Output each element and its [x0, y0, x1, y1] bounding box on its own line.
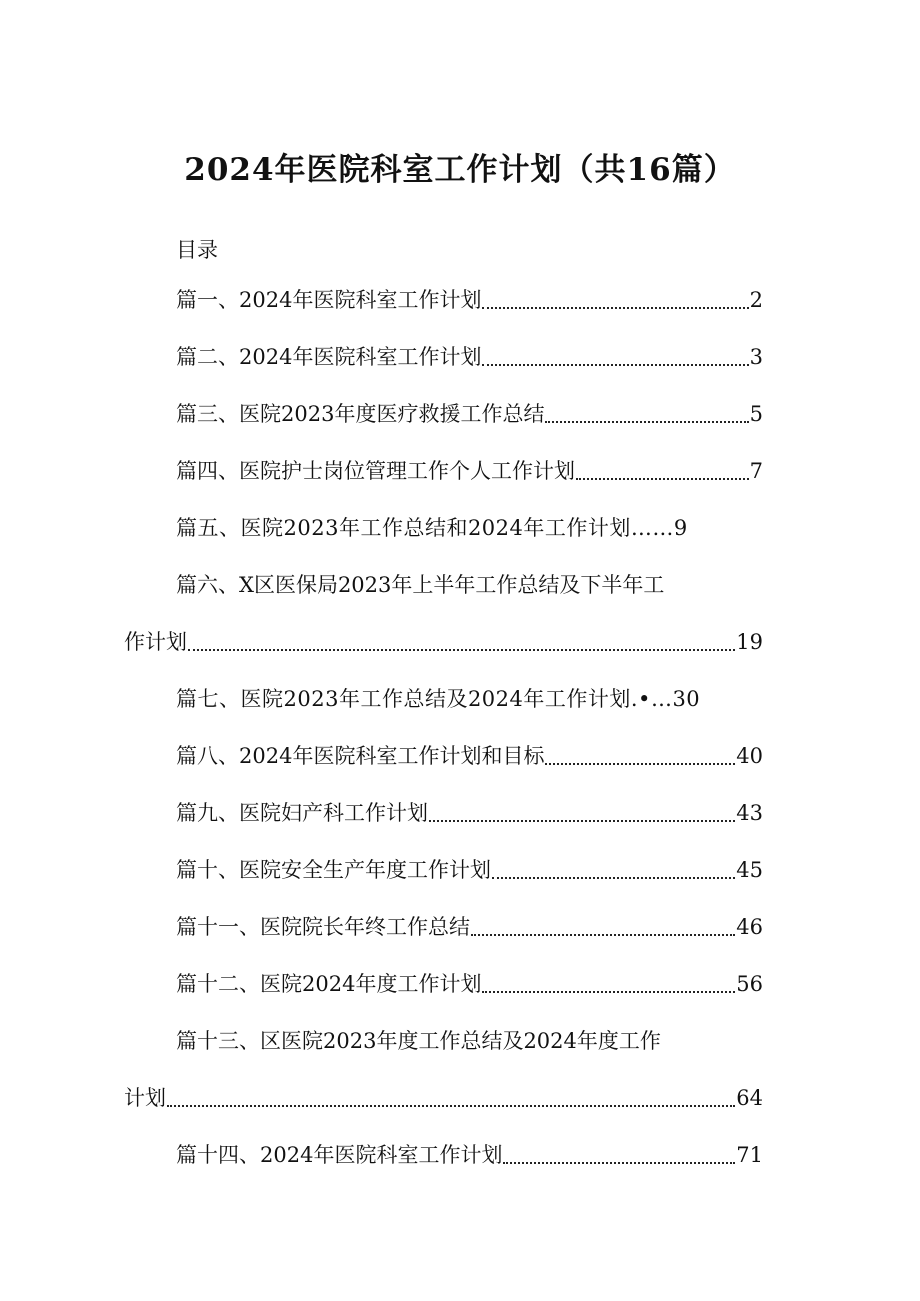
toc-leader-dots — [429, 820, 735, 822]
toc-entry-text: 篇七、医院2023年工作总结及2024年工作计划.•…30 — [176, 687, 701, 711]
toc-page-number: 5 — [749, 402, 763, 426]
toc-page-number: 3 — [749, 345, 763, 369]
toc-entry-10[interactable] — [176, 854, 763, 888]
toc-entry-1[interactable] — [176, 284, 763, 318]
toc-entry-2[interactable] — [176, 341, 763, 375]
toc-page-number: 64 — [736, 1086, 763, 1110]
toc-entry-5[interactable] — [176, 512, 688, 546]
toc-entry-text: 篇十三、区医院2023年度工作总结及2024年度工作 — [176, 1029, 661, 1053]
toc-label: 目录 — [176, 238, 218, 262]
toc-entry-text: 篇十一、医院院长年终工作总结 — [176, 915, 470, 939]
toc-leader-dots — [545, 421, 748, 423]
toc-entry-text: 篇六、X区医保局2023年上半年工作总结及下半年工 — [176, 573, 665, 597]
toc-entry-9[interactable] — [176, 797, 763, 831]
toc-entry-3[interactable] — [176, 398, 763, 432]
toc-page-number: 40 — [736, 744, 763, 768]
toc-entry-6-continuation[interactable] — [124, 626, 763, 660]
toc-entry-text: 篇二、2024年医院科室工作计划 — [176, 345, 482, 369]
toc-entry-text: 篇十二、医院2024年度工作计划 — [176, 972, 482, 996]
toc-entry-6[interactable] — [176, 569, 664, 603]
toc-entry-4[interactable] — [176, 455, 763, 489]
toc-entry-text-continued: 作计划 — [124, 630, 187, 654]
toc-leader-dots — [482, 364, 748, 366]
toc-page-number: 7 — [749, 459, 763, 483]
toc-entry-13-continuation[interactable] — [124, 1082, 763, 1116]
toc-entry-text: 篇五、医院2023年工作总结和2024年工作计划……9 — [176, 516, 688, 540]
toc-leader-dots — [482, 991, 735, 993]
toc-entry-12[interactable] — [176, 968, 763, 1002]
toc-page-number: 2 — [749, 288, 763, 312]
toc-leader-dots — [188, 649, 735, 651]
toc-page-number: 71 — [736, 1143, 763, 1167]
toc-entry-13[interactable] — [176, 1025, 661, 1059]
document-title: 2024年医院科室工作计划（共16篇） — [184, 152, 736, 188]
toc-entry-text-continued: 计划 — [124, 1086, 166, 1110]
toc-leader-dots — [503, 1162, 735, 1164]
toc-leader-dots — [492, 877, 735, 879]
toc-leader-dots — [167, 1105, 735, 1107]
toc-entry-text: 篇三、医院2023年度医疗救援工作总结 — [176, 402, 545, 426]
toc-entry-text: 篇十、医院安全生产年度工作计划 — [176, 858, 491, 882]
toc-page-number: 43 — [736, 801, 763, 825]
toc-leader-dots — [471, 934, 735, 936]
toc-entry-7[interactable] — [176, 683, 700, 717]
toc-entry-text: 篇十四、2024年医院科室工作计划 — [176, 1143, 503, 1167]
toc-leader-dots — [482, 307, 748, 309]
toc-entry-8[interactable] — [176, 740, 763, 774]
toc-entry-text: 篇八、2024年医院科室工作计划和目标 — [176, 744, 545, 768]
toc-entry-11[interactable] — [176, 911, 763, 945]
toc-entry-text: 篇一、2024年医院科室工作计划 — [176, 288, 482, 312]
toc-page-number: 46 — [736, 915, 763, 939]
toc-page-number: 45 — [736, 858, 763, 882]
toc-page-number: 19 — [736, 630, 763, 654]
toc-entry-text: 篇九、医院妇产科工作计划 — [176, 801, 428, 825]
toc-leader-dots — [545, 763, 735, 765]
toc-page-number: 56 — [736, 972, 763, 996]
toc-entry-text: 篇四、医院护士岗位管理工作个人工作计划 — [176, 459, 575, 483]
toc-leader-dots — [576, 478, 749, 480]
toc-entry-14[interactable] — [176, 1139, 763, 1173]
